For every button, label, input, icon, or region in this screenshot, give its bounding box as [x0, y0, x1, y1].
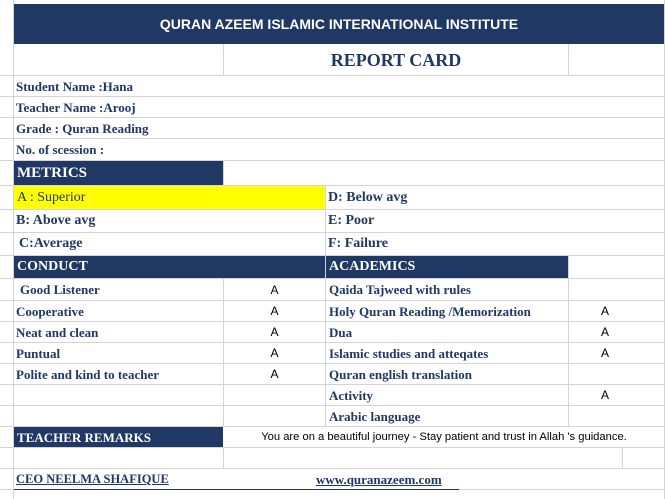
- grid-line: [0, 447, 665, 448]
- metric-average: C:Average: [19, 236, 83, 251]
- grid-line: [622, 447, 623, 468]
- academics-item-label: Activity: [329, 388, 374, 403]
- conduct-item-grade: A: [270, 304, 279, 318]
- metric-failure: F: Failure: [328, 236, 389, 251]
- footer-underline: [14, 489, 459, 490]
- grid-line: [13, 0, 14, 499]
- conduct-item-label: Good Listener: [20, 282, 100, 297]
- ceo-name: CEO NEELMA SHAFIQUE: [16, 472, 169, 486]
- grid-line: [223, 160, 224, 185]
- conduct-item-label: Neat and clean: [16, 325, 99, 340]
- conduct-item-grade: A: [270, 325, 279, 339]
- metric-above-avg: B: Above avg: [16, 213, 96, 228]
- academics-item-grade: A: [600, 304, 609, 318]
- conduct-heading: CONDUCT: [14, 256, 325, 278]
- conduct-item-label: Polite and kind to teacher: [16, 367, 159, 382]
- institute-name: QURAN AZEEM ISLAMIC INTERNATIONAL INSTITUTE: [159, 16, 519, 32]
- conduct-item-label: Cooperative: [16, 304, 84, 319]
- teacher-remarks-text: You are on a beautiful journey - Stay patient and trust in Allah 's guidance.: [261, 431, 627, 443]
- academics-item-label: Holy Quran Reading /Memorization: [329, 304, 531, 319]
- academics-item-grade: A: [600, 325, 609, 339]
- metrics-heading: METRICS: [14, 161, 223, 185]
- grid-line: [223, 447, 224, 468]
- academics-item-label: Islamic studies and atteqates: [329, 346, 489, 361]
- academics-item-label: Arabic language: [329, 409, 421, 424]
- student-name: Student Name :Hana: [16, 79, 134, 94]
- academics-item-grade: [569, 406, 641, 426]
- conduct-item-grade: A: [270, 367, 279, 381]
- report-title: REPORT CARD: [330, 50, 462, 70]
- teacher-name: Teacher Name :Arooj: [16, 100, 136, 115]
- institute-banner: [14, 4, 664, 44]
- grid-line: [568, 44, 569, 76]
- academics-heading: ACADEMICS: [326, 256, 568, 278]
- academics-item-grade: [569, 364, 641, 384]
- academics-item-grade: [569, 279, 641, 300]
- academics-item-label: Quran english translation: [329, 367, 473, 382]
- teacher-remarks-heading: TEACHER REMARKS: [14, 427, 223, 447]
- academics-item-grade: A: [600, 388, 609, 402]
- academics-item-label: Dua: [329, 325, 353, 340]
- conduct-item-grade: A: [270, 283, 279, 297]
- conduct-item-label: Puntual: [16, 346, 61, 361]
- metric-poor: E: Poor: [328, 213, 375, 228]
- metric-superior: A : Superior: [14, 186, 325, 209]
- academics-item-grade: A: [600, 346, 609, 360]
- metric-below-avg: D: Below avg: [328, 190, 408, 205]
- conduct-item-grade: A: [270, 346, 279, 360]
- session-count: No. of scession :: [16, 142, 105, 157]
- academics-item-label: Qaida Tajweed with rules: [329, 282, 471, 297]
- grid-line: [325, 185, 326, 427]
- website-link[interactable]: www.quranazeem.com: [316, 472, 442, 487]
- grade-subject: Grade : Quran Reading: [16, 121, 149, 136]
